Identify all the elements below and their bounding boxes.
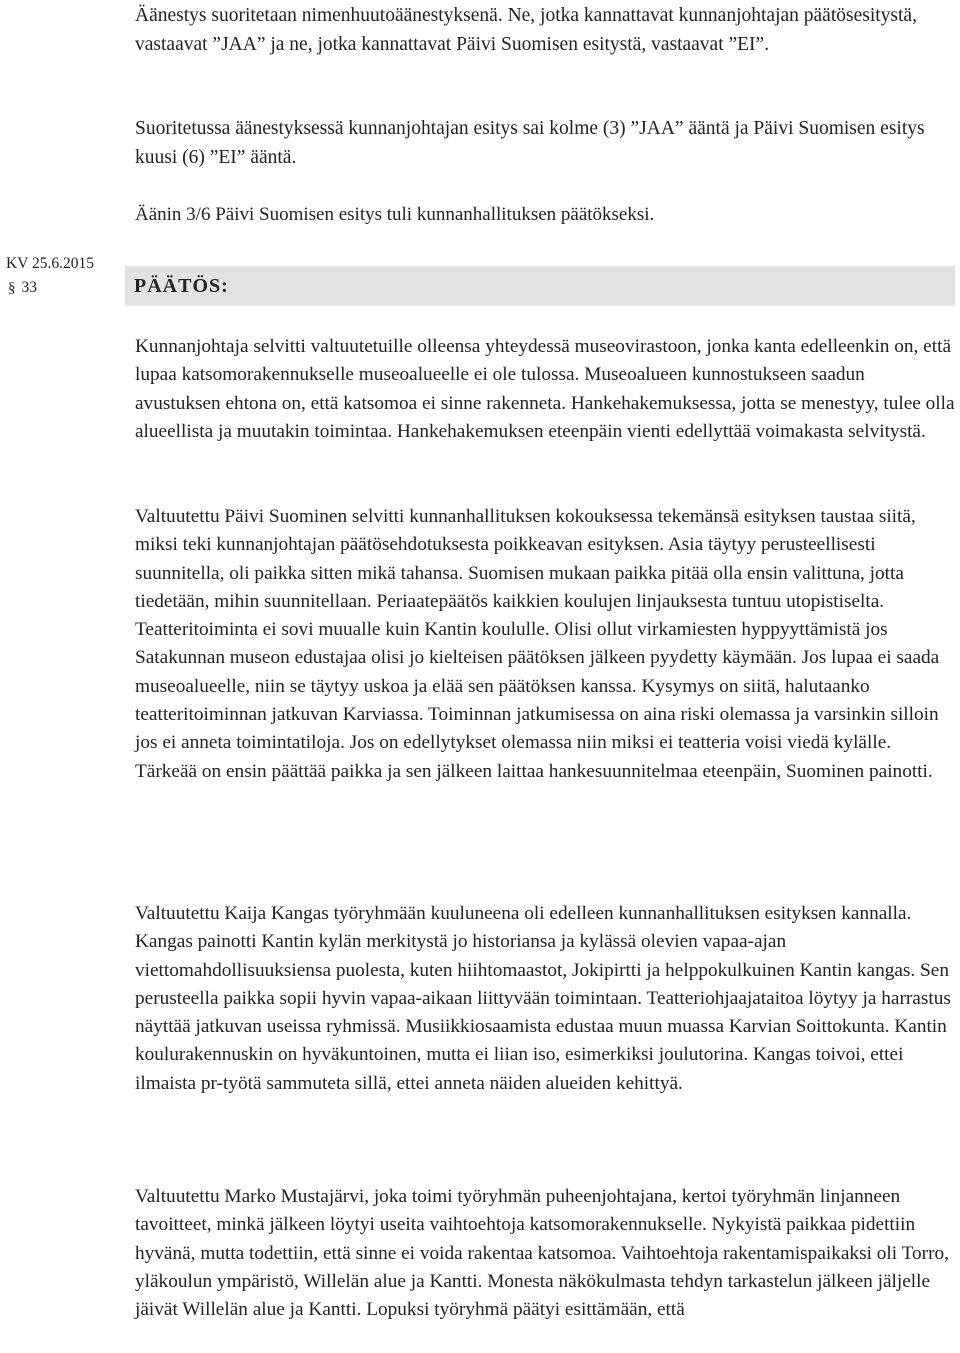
decision-heading-bar: [125, 266, 955, 306]
paragraph-kaija-kangas: Valtuutettu Kaija Kangas työryhmään kuuluneena oli edelleen kunnanhallituksen esityksen kannalla. Kangas painotti Kantin kylän merkitystä jo historiansa ja kylässä olevien vapaa-ajan viettomahdollisuuksiensa puolesta, kuten hiihtomaastot, Jokipirtti ja helppokulkuinen Kantin kangas. Sen perusteella paikka sopii hyvin vapaa-aikaan liittyvään toimintaan. Teatteriohjaajataitoa löytyy ja harrastus näyttää jatkuvan useissa ryhmissä. Musiikkiosaamista edustaa muun muassa Karvian Soittokunta. Kantin koulurakennuskin on hyväkuntoinen, mutta ei liian iso, esimerkiksi joulutorina. Kangas toivoi, ettei ilmaista pr-työtä sammuteta sillä, ettei anneta näiden alueiden kehittyä.: [135, 903, 951, 1094]
meeting-date-label: KV 25.6.2015: [6, 255, 94, 272]
vote-result-paragraph: Äänin 3/6 Päivi Suomisen esitys tuli kunnanhallituksen päätökseksi.: [135, 204, 655, 225]
meeting-reference: [6, 254, 94, 298]
section-reference: [6, 278, 94, 298]
voting-method-paragraph: Äänestys suoritetaan nimenhuutoäänestyksenä. Ne, jotka kannattavat kunnanjohtajan päätösesitystä, vastaavat ”JAA” ja ne, jotka kannattavat Päivi Suomisen esitystä, vastaavat ”EI”.: [135, 5, 917, 55]
vote-count-paragraph: Suoritetussa äänestyksessä kunnanjohtajan esitys sai kolme (3) ”JAA” ääntä ja Päivi Suomisen esitys kuusi (6) ”EI” ääntä.: [135, 118, 925, 168]
paragraph-municipal-manager: Kunnanjohtaja selvitti valtuutetuille olleensa yhteydessä museovirastoon, jonka kanta edelleenkin on, että lupaa katsomorakennukselle museoalueelle ei ole tulossa. Museoalueen kunnostukseen saadun avustuksen ehtona on, että katsomoa ei sinne rakenneta. Hankehakemuksessa, jotta se menestyy, tulee olla alueellista ja muutakin toimintaa. Hankehakemuksen eteenpäin vienti edellyttää voimakasta selvitystä.: [135, 336, 955, 442]
paragraph-paivi-suominen: Valtuutettu Päivi Suominen selvitti kunnanhallituksen kokouksessa tekemänsä esityksen taustaa siitä, miksi teki kunnanjohtajan päätösehdotuksesta poikkeavan esityksen. Asia täytyy perusteellisesti suunnitella, oli paikka sitten mikä tahansa. Suomisen mukaan paikka pitää olla ensin valittuna, jotta tiedetään, mihin suunnitellaan. Periaatepäätös kaikkien koulujen linjauksesta tuntuu utopistiselta. Teatteritoiminta ei sovi muualle kuin Kantin koululle. Olisi ollut virkamiesten hyppyyttämistä jos Satakunnan museon edustajaa olisi jo kielteisen päätöksen jälkeen pyydetty käymään. Jos lupaa ei saada museoalueelle, niin se täytyy uskoa ja elää sen päätöksen kanssa. Kysymys on siitä, halutaanko teatteritoiminnan jatkuvan Karviassa. Toiminnan jatkumisessa on aina riski olemassa ja varsinkin silloin jos ei anneta toimintatiloja. Jos on edellytykset olemassa niin miksi ei teatteria voisi viedä kylälle. Tärkeää on ensin päättää paikka ja sen jälkeen laittaa hankesuunnitelmaa eteenpäin, Suominen painotti.: [135, 506, 940, 782]
decision-heading: PÄÄTÖS:: [134, 275, 229, 297]
paragraph-marko-mustajarvi: Valtuutettu Marko Mustajärvi, joka toimi työryhmän puheenjohtajana, kertoi työryhmän linjanneen tavoitteet, minkä jälkeen löytyi useita vaihtoehtoja katsomorakennukselle. Nykyistä paikkaa pidettiin hyvänä, mutta todettiin, että sinne ei voida rakentaa katsomoa. Vaihtoehtoja rakentamispaikaksi oli Torro, yläkoulun ympäristö, Willelän alue ja Kantti. Monesta näkökulmasta tehdyn tarkastelun jälkeen jäljelle jäivät Willelän alue ja Kantti. Lopuksi työryhmä päätyi esittämään, että: [135, 1186, 949, 1321]
section-number: 33: [21, 279, 37, 296]
section-sign: §: [8, 280, 16, 296]
